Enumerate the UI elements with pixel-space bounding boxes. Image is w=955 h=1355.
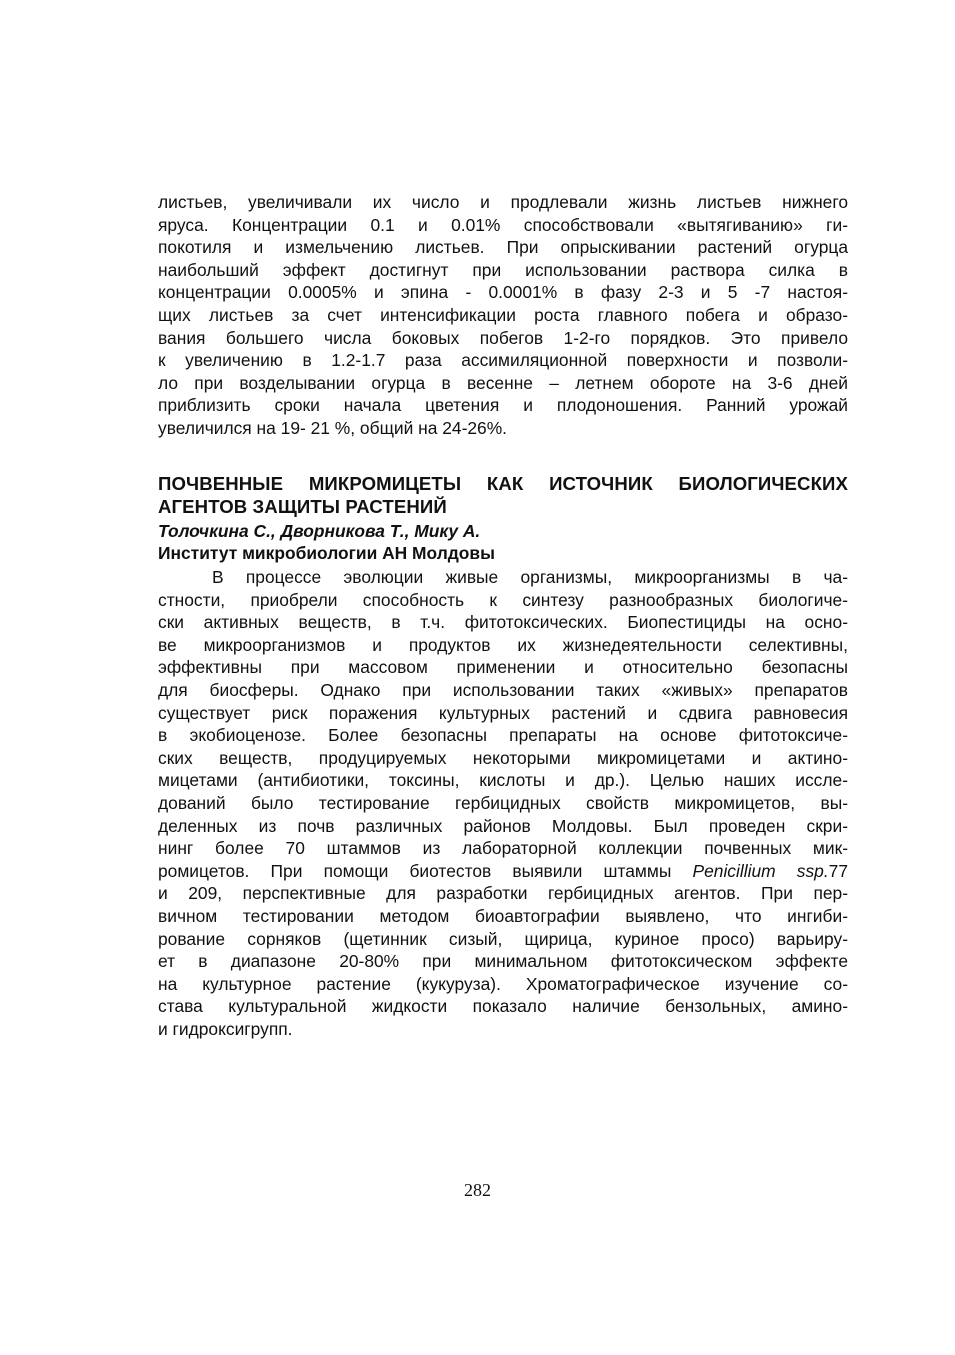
- species-name: Penicillium ssp.: [692, 860, 829, 881]
- text-line: мицетами (антибиотики, токсины, кислоты и др.). Целью наших иссле-: [158, 770, 848, 791]
- text-line: для биосферы. Однако при использовании таких «живых» препаратов: [158, 679, 848, 700]
- text-line: ло при возделывании огурца в весенне – летнем обороте на 3-6 дней: [158, 372, 848, 393]
- text-line: ве микроорганизмов и продуктов их жизнедеятельности селективны,: [158, 634, 848, 655]
- text-line: в экобиоценозе. Более безопасны препараты на основе фитотоксиче-: [158, 725, 848, 746]
- text-line: и 209, перспективные для разработки гербицидных агентов. При пер-: [158, 883, 848, 904]
- text-line-with-species: [158, 860, 848, 883]
- text-line: на культурное растение (кукуруза). Хроматографическое изучение со-: [158, 973, 848, 994]
- text-line: ски активных веществ, в т.ч. фитотоксических. Биопестициды на осно-: [158, 612, 848, 633]
- text-line: рование сорняков (щетинник сизый, щирица, куриное просо) варьиру-: [158, 928, 848, 949]
- text-line: вания большего числа боковых побегов 1-2-го порядков. Это привело: [158, 327, 848, 348]
- text-line: яруса. Концентрации 0.1 и 0.01% способствовали «вытягиванию» ги-: [158, 214, 848, 235]
- text-line: наибольший эффект достигнут при использовании раствора силка в: [158, 259, 848, 280]
- text-line: ет в диапазоне 20-80% при минимальном фитотоксическом эффекте: [158, 951, 848, 972]
- article-title: [158, 472, 848, 518]
- text-line: листьев, увеличивали их число и продлевали жизнь листьев нижнего: [158, 192, 848, 212]
- authors: Толочкина С., Дворникова Т., Мику А.: [158, 521, 481, 541]
- text-line: концентрации 0.0005% и эпина - 0.0001% в фазу 2-3 и 5 -7 настоя-: [158, 282, 848, 303]
- text-line: стности, приобрели способность к синтезу разнообразных биологиче-: [158, 589, 848, 610]
- text-line: к увеличению в 1.2-1.7 раза ассимиляционной поверхности и позволи-: [158, 350, 848, 371]
- text-line: приблизить сроки начала цветения и плодоношения. Ранний урожай: [158, 395, 848, 416]
- text-line: става культуральной жидкости показало наличие бензольных, амино-: [158, 996, 848, 1017]
- text-line: деленных из почв различных районов Молдовы. Был проведен скри-: [158, 815, 848, 836]
- text-line: ских веществ, продуцируемых некоторыми микромицетами и актино-: [158, 747, 848, 768]
- text-line: увеличился на 19- 21 %, общий на 24-26%.: [158, 417, 508, 438]
- title-line: ПОЧВЕННЫЕ МИКРОМИЦЕТЫ КАК ИСТОЧНИК БИОЛОГИЧЕСКИХ: [158, 473, 848, 494]
- page-number: 282: [464, 1180, 491, 1200]
- text-line: вичном тестировании методом биоавтографии выявлено, что ингиби-: [158, 905, 848, 926]
- text-line: эффективны при массовом применении и относительно безопасны: [158, 657, 848, 678]
- text-segment: 77: [828, 860, 849, 881]
- text-line: существует риск поражения культурных растений и сдвига равновесия: [158, 702, 848, 723]
- text-line: щих листьев за счет интенсификации роста главного побега и образо-: [158, 304, 848, 325]
- text-line: нинг более 70 штаммов из лабораторной коллекции почвенных мик-: [158, 838, 848, 859]
- abstract-paragraph: [158, 566, 848, 1040]
- institution: Институт микробиологии АН Молдовы: [158, 543, 495, 563]
- text-segment: ромицетов. При помощи биотестов выявили штаммы: [158, 860, 693, 881]
- text-line: и гидроксигрупп.: [158, 1018, 293, 1039]
- paragraph-continuation: [158, 191, 848, 440]
- text-line: покотиля и измельчению листьев. При опрыскивании растений огурца: [158, 237, 848, 258]
- text-line: В процессе эволюции живые организмы, микроорганизмы в ча-: [212, 567, 848, 587]
- text-line: дований было тестирование гербицидных свойств микромицетов, вы-: [158, 792, 848, 813]
- title-line: АГЕНТОВ ЗАЩИТЫ РАСТЕНИЙ: [158, 496, 447, 517]
